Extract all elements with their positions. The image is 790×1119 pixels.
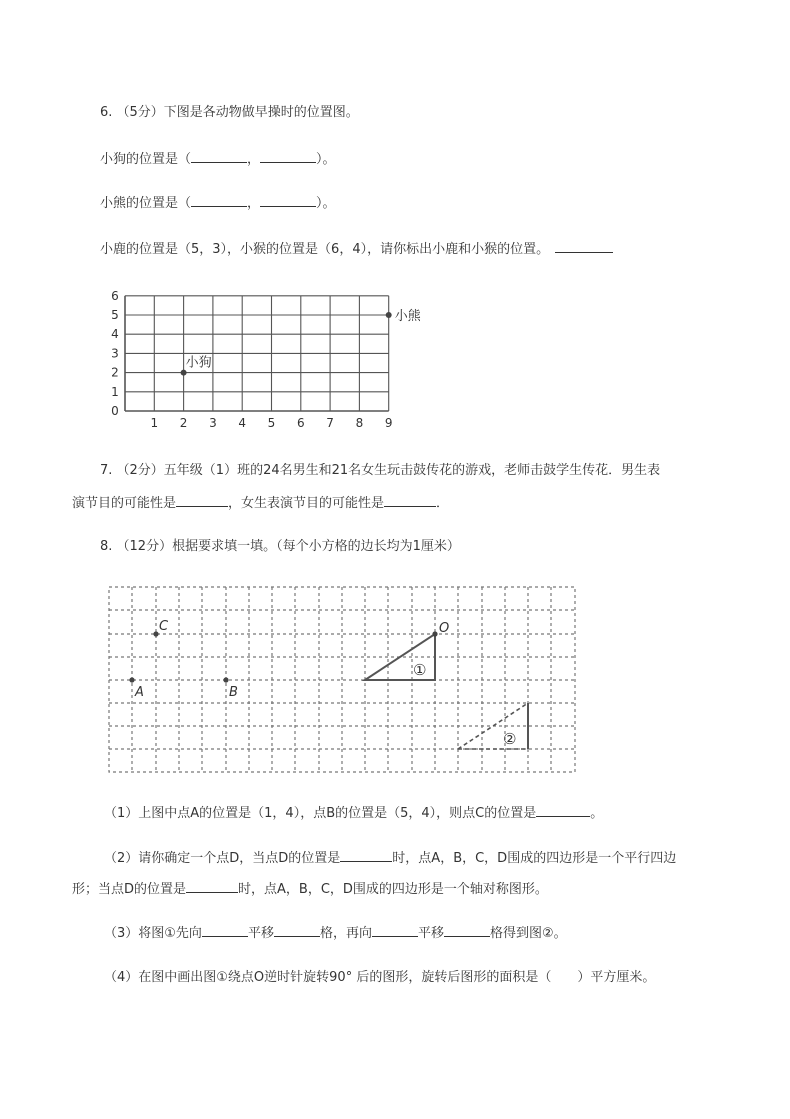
q8-part1 xyxy=(104,802,603,824)
point-c-blank[interactable] xyxy=(536,802,590,817)
point-d-parallelogram-blank[interactable] xyxy=(340,847,392,862)
q8-title: 8. （12分）根据要求填一填。（每个小方格的边长均为1厘米） xyxy=(100,539,460,554)
q6-bear-line xyxy=(100,192,336,214)
point-b-dot xyxy=(223,677,228,682)
q8-p2-text-c: 形；当点D的位置是 xyxy=(72,882,187,897)
q8-p1-text: （1）上图中点A的位置是（1，4），点B的位置是（5，4），则点C的位置是 xyxy=(104,806,537,821)
x-tick-label: 5 xyxy=(267,416,276,430)
dog-y-blank[interactable] xyxy=(260,148,316,163)
point-o-dot xyxy=(432,631,437,636)
y-tick-label: 3 xyxy=(111,346,119,361)
shape-2-label: ② xyxy=(503,730,517,748)
position-chart xyxy=(108,285,428,435)
close-paren: ）。 xyxy=(316,196,336,211)
y-tick-label: 0 xyxy=(111,404,119,418)
close-paren: ）。 xyxy=(316,152,336,167)
dog-prefix: 小狗的位置是（ xyxy=(100,152,192,167)
q8-p1-end: 。 xyxy=(590,806,604,821)
q8-p2-text-a: （2）请你确定一个点D，当点D的位置是 xyxy=(104,851,341,866)
q6-title: 6. （5分）下图是各动物做早操时的位置图。 xyxy=(100,105,359,120)
q7-text-b: ，女生表演节目的可能性是 xyxy=(228,496,385,511)
q8-p2-text-d: 时，点A，B，C，D围成的四边形是一个轴对称图形。 xyxy=(238,882,548,897)
point-label-dog: 小狗 xyxy=(185,355,212,371)
chart-ticks xyxy=(111,289,392,430)
point-d-symmetric-blank[interactable] xyxy=(186,878,238,893)
girls-probability-blank[interactable] xyxy=(384,492,436,507)
direction-2-blank[interactable] xyxy=(372,922,418,937)
q8-part4: （4）在图中画出图①绕点O逆时针旋转90° 后的图形，旋转后图形的面积是（ ）平方厘米。 xyxy=(104,970,656,985)
bear-prefix: 小熊的位置是（ xyxy=(100,196,192,211)
point-o-label: O xyxy=(439,621,450,636)
q8-part3 xyxy=(104,922,567,944)
x-tick-label: 3 xyxy=(209,416,217,430)
bear-y-blank[interactable] xyxy=(260,192,316,207)
point-label-bear: 小熊 xyxy=(394,309,421,324)
dotted-grid-figure xyxy=(100,580,586,780)
dog-x-blank[interactable] xyxy=(191,148,247,163)
point-bear xyxy=(386,312,392,318)
distance-2-blank[interactable] xyxy=(444,922,490,937)
point-a-dot xyxy=(129,677,134,682)
x-tick-label: 4 xyxy=(238,416,247,430)
comma: ， xyxy=(247,152,261,167)
x-tick-label: 9 xyxy=(384,416,393,430)
q8-p3-text-c: 格，再向 xyxy=(319,926,372,941)
boys-probability-blank[interactable] xyxy=(176,492,228,507)
q8-part2-line1 xyxy=(104,847,676,869)
point-c-dot xyxy=(153,631,158,636)
q7-line2 xyxy=(72,492,449,514)
deer-monkey-blank[interactable] xyxy=(555,238,613,253)
x-tick-label: 6 xyxy=(296,416,305,430)
x-tick-label: 1 xyxy=(150,416,159,430)
shape-1-label: ① xyxy=(413,661,427,679)
deer-monkey-text: 小鹿的位置是（5，3），小猴的位置是（6，4），请你标出小鹿和小猴的位置。 xyxy=(100,242,550,257)
bear-x-blank[interactable] xyxy=(191,192,247,207)
q8-p3-text-e: 格得到图②。 xyxy=(489,926,567,941)
q8-part2-line2 xyxy=(72,878,548,900)
q6-deer-line xyxy=(100,238,613,260)
x-tick-label: 8 xyxy=(355,416,364,430)
q8-p3-text-d: 平移 xyxy=(417,926,444,941)
y-tick-label: 5 xyxy=(111,308,119,322)
y-tick-label: 6 xyxy=(111,288,119,303)
chart-grid xyxy=(125,296,389,411)
q8-p3-text-b: 平移 xyxy=(247,926,274,941)
point-b-label: B xyxy=(229,685,238,700)
y-tick-label: 2 xyxy=(111,365,119,380)
q7-line1: 7. （2分）五年级（1）班的24名男生和21名女生玩击鼓传花的游戏，老师击鼓学生传花．男生表 xyxy=(100,463,661,478)
q8-p3-text-a: （3）将图①先向 xyxy=(104,926,202,941)
x-tick-label: 7 xyxy=(326,416,334,430)
point-a-label: A xyxy=(135,685,144,700)
distance-1-blank[interactable] xyxy=(274,922,320,937)
q7-text-a: 演节目的可能性是 xyxy=(72,496,177,511)
point-c-label: C xyxy=(159,619,169,634)
q8-p2-text-b: 时，点A，B，C，D围成的四边形是一个平行四边 xyxy=(392,851,677,866)
x-tick-label: 2 xyxy=(179,416,188,430)
direction-1-blank[interactable] xyxy=(202,922,248,937)
y-tick-label: 1 xyxy=(111,384,119,399)
q6-dog-line xyxy=(100,148,336,170)
q7-end: ． xyxy=(436,496,450,511)
comma: ， xyxy=(247,196,261,211)
y-tick-label: 4 xyxy=(111,327,119,342)
